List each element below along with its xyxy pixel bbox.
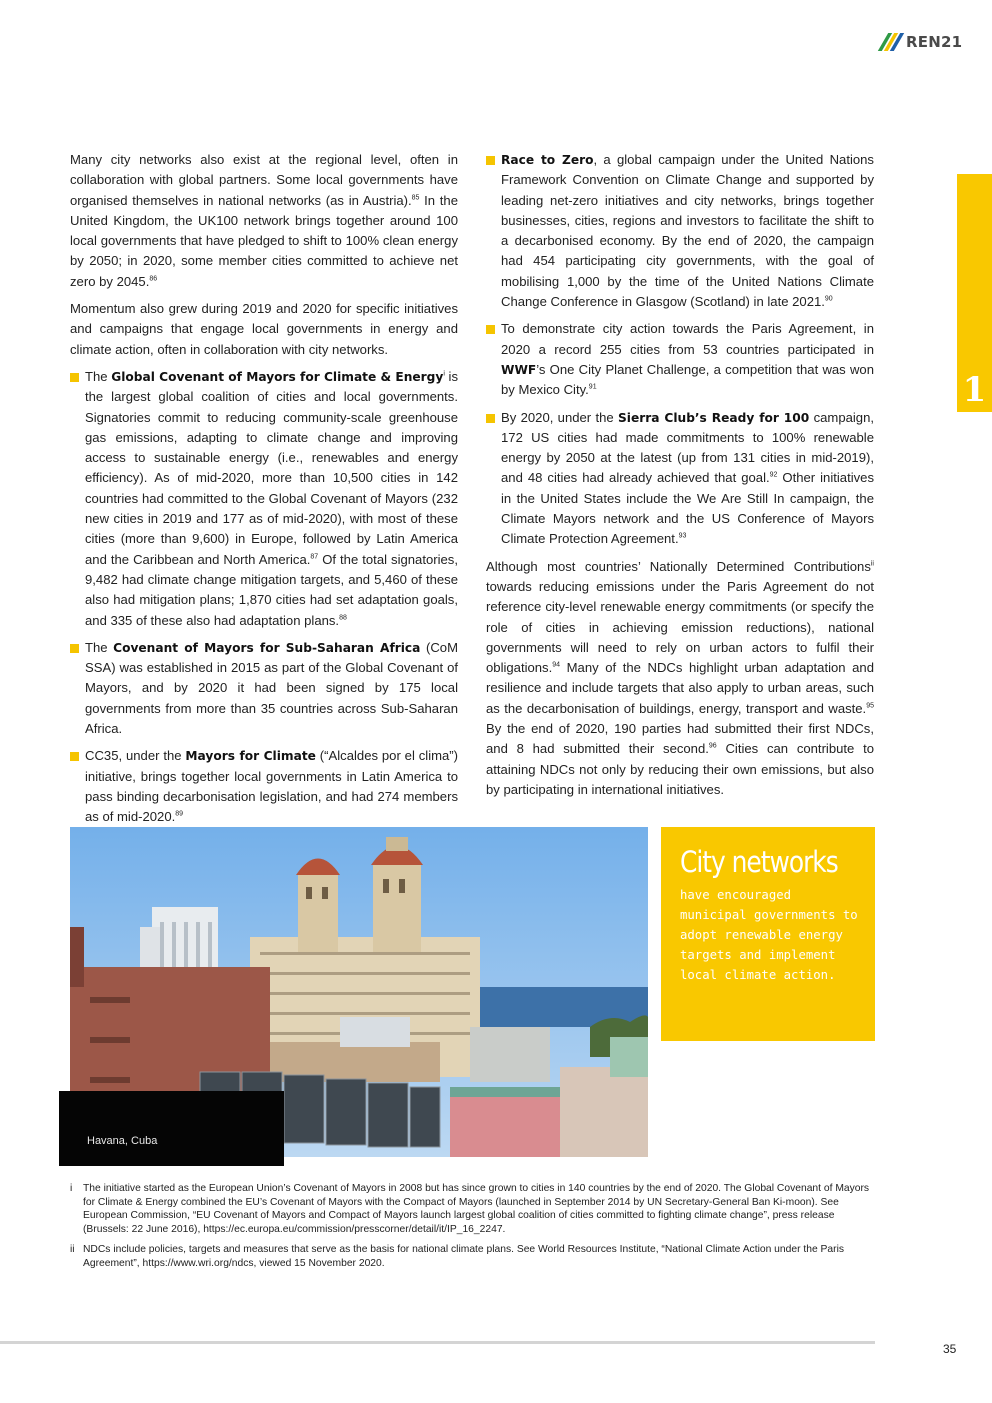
right-column <box>486 150 874 807</box>
callout-title: City networks <box>680 845 838 879</box>
bullet-square-icon <box>70 373 79 382</box>
section-tab <box>957 174 992 412</box>
bullet-square-icon <box>486 325 495 334</box>
bullet-square-icon <box>486 156 495 165</box>
bullet-square-icon <box>70 644 79 653</box>
photo-caption-box <box>59 1091 284 1166</box>
footnote <box>70 1182 875 1236</box>
callout-box <box>661 827 875 1041</box>
bullet-item: The Global Covenant of Mayors for Climate & Energy$^i$ is the largest global coalition of cities and local governments. Signatories commit to reducing community-scale greenhouse gas emissions, adapting to climate change and improving access to sustainable energy (i.e., renewables and energy efficiency). As of mid-2020, more than 10,500 cities in 142 countries had committed to the Global Covenant of Mayors (232 new cities in 2019 and 177 as of mid-2020), with most of these cities (more than 9,600) in Europe, followed by Latin America and the Caribbean and North America.$^{87}$ Of the total signatories, 9,482 had climate change mitigation targets, and 5,460 of these also had mitigation plans; 1,870 cities had set adaptation goals, and 335 of these also had adaptation plans.$^{88}$ <box>70 367 458 631</box>
section-number: 1 <box>962 370 987 410</box>
bullet-item: The Covenant of Mayors for Sub-Saharan Africa (CoM SSA) was established in 2015 as part of the Global Covenant of Mayors, and by 2020 it had been signed by 175 local governments from more than 35 countries across Sub-Saharan Africa. <box>70 638 458 739</box>
ren21-logo-icon <box>880 33 902 51</box>
bullet-square-icon <box>486 414 495 423</box>
footnotes <box>70 1182 875 1277</box>
footnote-mark: i <box>70 1183 73 1194</box>
footer-rule <box>0 1341 875 1344</box>
left-column <box>70 150 458 835</box>
paragraph: Many city networks also exist at the regional level, often in collaboration with global partners. Some local governments have organised themselves in national networks (as in Austria).$^{85}$ In the United Kingdom, the UK100 network brings together around 100 local governments that have pledged to shift to 100% clean energy by 2050; in 2020, some member cities committed to achieve net zero by 2045.86 <box>70 152 458 289</box>
bullet-item: Race to Zero, a global campaign under the United Nations Framework Convention on Climate Change and supported by leading net-zero initiatives and city networks, brings together businesses, cities, regions and investors to facilitate the shift to a decarbonised economy. By the end of 2020, the campaign had 454 participating city governments, with the goal of mobilising 1,000 by the time of the United Nations Climate Change Conference in Glasgow (Scotland) in late 2021.90 <box>486 150 874 312</box>
footnote-text: NDCs include policies, targets and measures that serve as the basis for national climate plans. See World Resources Institute, “National Climate Action under the Paris Agreement”, https://www.wri.org/ndcs, viewed 15 November 2020. <box>83 1244 845 1269</box>
paragraph: Momentum also grew during 2019 and 2020 for specific initiatives and campaigns that engage local governments in energy and climate action, often in collaboration with city networks. <box>70 301 458 357</box>
callout-text: have encouraged municipal governments to adopt renewable energy targets and implement local climate action. <box>680 888 858 982</box>
bullet-item: CC35, under the Mayors for Climate (“Alcaldes por el clima”) initiative, brings together local governments in Latin America to pass binding decarbonisation legislation, and had 274 members as of mid-2020.89 <box>70 746 458 827</box>
footnote-text: The initiative started as the European Union’s Covenant of Mayors in 2008 but has since grown to cities in 140 countries by the end of 2020. The Global Covenant of Mayors for Climate & Energy combined the EU’s Covenant of Mayors with the Compact of Mayors (launched in September 2014 by UN Secretary-General Ban Ki-moon). See European Commission, “EU Covenant of Mayors and Compact of Mayors launch largest global coalition of cities committed to fighting climate change”, press release (Brussels: 22 June 2016), https://ec.europa.eu/commission/presscorner/detail/it/IP_16_2247. <box>83 1183 870 1235</box>
footnote <box>70 1243 875 1270</box>
page-number: 35 <box>943 1342 957 1356</box>
photo-caption: Havana, Cuba <box>87 1135 158 1147</box>
paragraph: Although most countries’ Nationally Determined Contributions$^{ii}$ towards reducing emissions under the Paris Agreement do not reference city-level renewable energy commitments (or specify the role of cities in achieving emission reductions), national governments will need to rely on urban actors to fulfil their obligations.$^{94}$ Many of the NDCs highlight urban adaptation and resilience and include targets that also apply to urban areas, such as the decarbonisation of buildings, energy, transport and waste.$^{95}$ By the end of 2020, 190 parties had submitted their first NDCs, and 8 had submitted their second.$^{96}$ Cities can contribute to attaining NDCs not only by reducing their own emissions, but also by participating in international initiatives. <box>486 558 875 797</box>
bullet-item: To demonstrate city action towards the Paris Agreement, in 2020 a record 255 cities from 53 countries participated in WWF’s One City Planet Challenge, a competition that was won by Mexico City.$^{91}$ <box>486 319 874 400</box>
footnote-mark: ii <box>70 1244 75 1255</box>
bullet-item: By 2020, under the Sierra Club’s Ready for 100 campaign, 172 US cities had made commitments to 100% renewable energy by 2050 at the latest (up from 131 cities in mid-2019), and 48 cities had already achieved that goal.$^{92}$ Other initiatives in the United States include the We Are Still In campaign, the Climate Mayors network and the US Conference of Mayors Climate Protection Agreement.$^{93}$ <box>486 408 874 550</box>
logo-text: REN21 <box>906 33 963 51</box>
ren21-logo <box>880 32 962 52</box>
bullet-square-icon <box>70 752 79 761</box>
